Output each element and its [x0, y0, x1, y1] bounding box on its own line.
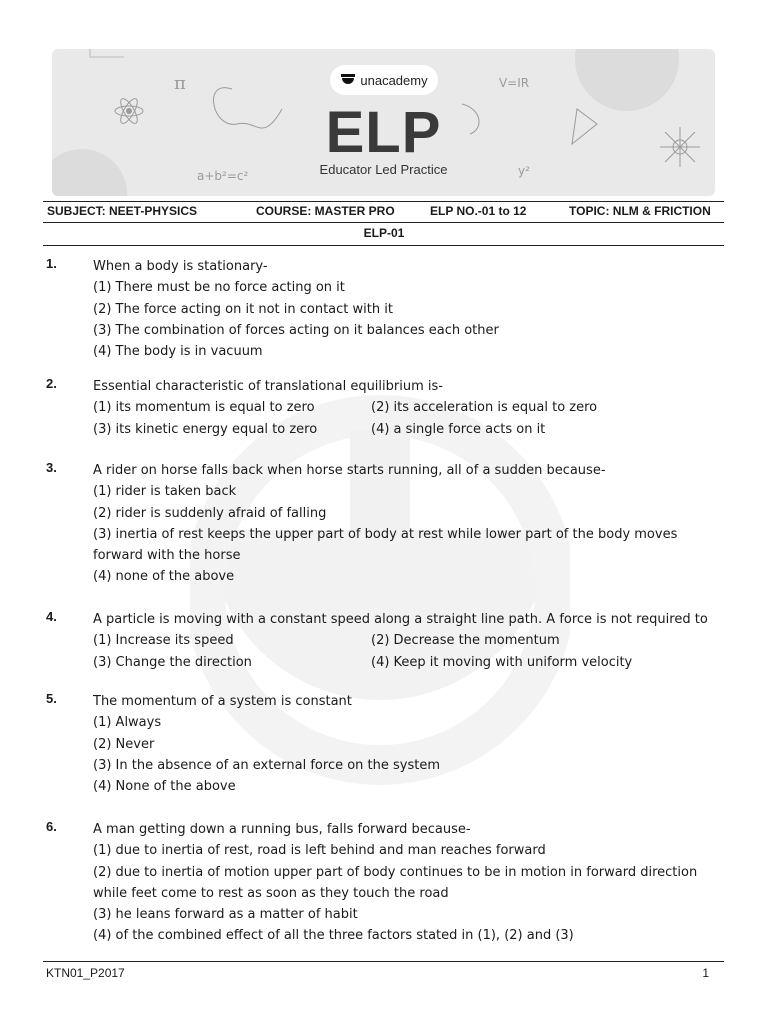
- option-4: (4) The body is in vacuum: [93, 344, 263, 360]
- question-text: Essential characteristic of translational equilibrium is-: [93, 379, 443, 394]
- question-number: 5.: [46, 691, 57, 706]
- question-number: 1.: [46, 256, 57, 271]
- formula-pythagoras: a+b²=c²: [197, 169, 249, 183]
- document-code: KTN01_P2017: [46, 966, 125, 980]
- option-4: (4) Keep it moving with uniform velocity: [371, 654, 633, 670]
- header-rule-bottom: [43, 245, 724, 246]
- option-3: (3) inertia of rest keeps the upper part of body at rest while lower part of the body moves forward with the horse: [93, 526, 678, 564]
- option-3: (3) In the absence of an external force on the system: [93, 757, 441, 773]
- option-3: (3) he leans forward as a matter of habit: [93, 907, 358, 923]
- option-1: (1) its momentum is equal to zero: [93, 400, 315, 416]
- option-1: (1) Always: [93, 715, 162, 731]
- topic-label: TOPIC: NLM & FRICTION: [569, 204, 711, 218]
- option-3: (3) The combination of forces acting on it balances each other: [93, 322, 499, 338]
- option-1: (1) due to inertia of rest, road is left behind and man reaches forward: [93, 843, 546, 859]
- question-number: 4.: [46, 609, 57, 624]
- formula-pi: π: [174, 73, 186, 94]
- question-number: 2.: [46, 376, 57, 391]
- question-text: A particle is moving with a constant speed along a straight line path. A force is not required to: [93, 612, 708, 627]
- banner-title: ELP: [325, 100, 442, 165]
- course-label: COURSE: MASTER PRO: [256, 204, 395, 218]
- option-3: (3) Change the direction: [93, 654, 252, 670]
- course-info-row: [47, 204, 723, 220]
- subject-label: SUBJECT: NEET-PHYSICS: [47, 204, 198, 218]
- unacademy-logo: [330, 65, 438, 95]
- option-2: (2) Decrease the momentum: [371, 633, 560, 649]
- elp-number-heading: ELP-01: [363, 226, 405, 240]
- option-4: (4) None of the above: [93, 779, 236, 795]
- header-rule-middle: [43, 222, 724, 223]
- banner-subtitle: Educator Led Practice: [319, 162, 448, 177]
- option-4: (4) none of the above: [93, 569, 235, 585]
- page-number: 1: [702, 966, 709, 980]
- formula-ohm: V=IR: [499, 76, 530, 90]
- brand-name: unacademy: [360, 72, 428, 88]
- question-text: A rider on horse falls back when horse starts running, all of a sudden because-: [93, 463, 606, 478]
- footer-rule: [43, 961, 724, 962]
- option-3: (3) its kinetic energy equal to zero: [93, 421, 318, 437]
- header-rule-top: [43, 201, 724, 202]
- option-2: (2) Never: [93, 736, 155, 752]
- option-2: (2) its acceleration is equal to zero: [371, 400, 598, 416]
- option-2: (2) due to inertia of motion upper part of body continues to be in motion in forward direction while feet come to rest as soon as they touch the road: [93, 864, 698, 901]
- question-number: 6.: [46, 819, 57, 834]
- question-text: A man getting down a running bus, falls forward because-: [93, 822, 471, 837]
- option-4: (4) of the combined effect of all the three factors stated in (1), (2) and (3): [93, 928, 574, 944]
- question-number: 3.: [46, 460, 57, 475]
- question-text: The momentum of a system is constant: [93, 694, 352, 709]
- unacademy-mark-icon: [340, 73, 356, 87]
- elp-banner: [52, 49, 715, 196]
- option-4: (4) a single force acts on it: [371, 421, 546, 437]
- elp-range-label: ELP NO.-01 to 12: [430, 204, 527, 218]
- option-1: (1) rider is taken back: [93, 484, 237, 500]
- option-2: (2) rider is suddenly afraid of falling: [93, 505, 327, 521]
- option-1: (1) There must be no force acting on it: [93, 280, 345, 296]
- option-2: (2) The force acting on it not in contact with it: [93, 301, 393, 317]
- option-1: (1) Increase its speed: [93, 633, 234, 649]
- question-text: When a body is stationary-: [93, 259, 268, 274]
- formula-y-squared: y²: [518, 164, 530, 178]
